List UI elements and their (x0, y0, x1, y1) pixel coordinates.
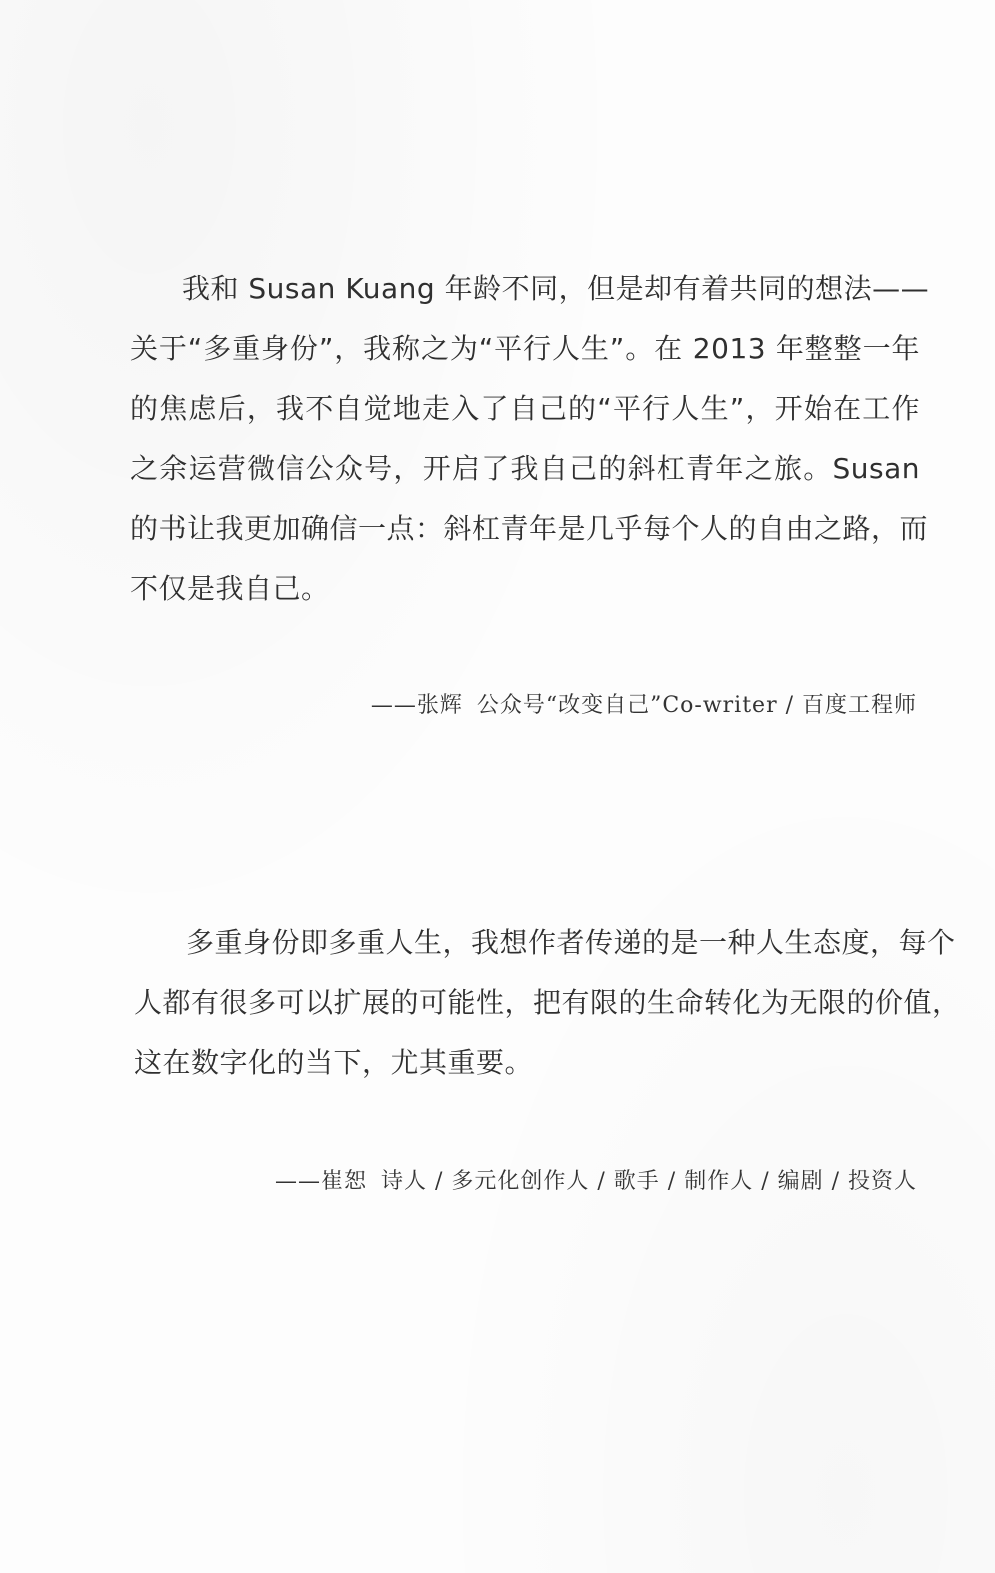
quote-line: 的焦虑后，我不自觉地走入了自己的“平行人生”，开始在工作 (130, 392, 920, 425)
endorsement-quote (134, 913, 961, 1093)
quote-line: 的书让我更加确信一点：斜杠青年是几乎每个人的自由之路，而 (130, 512, 929, 545)
attribution-title: 公众号“改变自己”Co-writer / 百度工程师 (476, 693, 917, 718)
attribution-name: ——崔恕 (274, 1169, 367, 1194)
quote-attribution (275, 1164, 917, 1195)
quote-line: 我和 Susan Kuang 年龄不同，但是却有着共同的想法—— (182, 272, 930, 305)
attribution-name: ——张辉 (370, 693, 463, 718)
quote-line: 人都有很多可以扩展的可能性，把有限的生命转化为无限的价值， (134, 986, 961, 1019)
quote-line: 这在数字化的当下，尤其重要。 (134, 1046, 534, 1079)
attribution-title: 诗人 / 多元化创作人 / 歌手 / 制作人 / 编剧 / 投资人 (381, 1169, 917, 1194)
quote-line: 之余运营微信公众号，开启了我自己的斜杠青年之旅。Susan (130, 452, 920, 485)
quote-attribution (371, 688, 917, 719)
endorsement-quote (130, 259, 930, 619)
quote-line: 多重身份即多重人生，我想作者传递的是一种人生态度，每个 (186, 926, 956, 959)
quote-line: 关于“多重身份”，我称之为“平行人生”。在 2013 年整整一年 (130, 332, 920, 365)
quote-line: 不仅是我自己。 (130, 572, 330, 605)
